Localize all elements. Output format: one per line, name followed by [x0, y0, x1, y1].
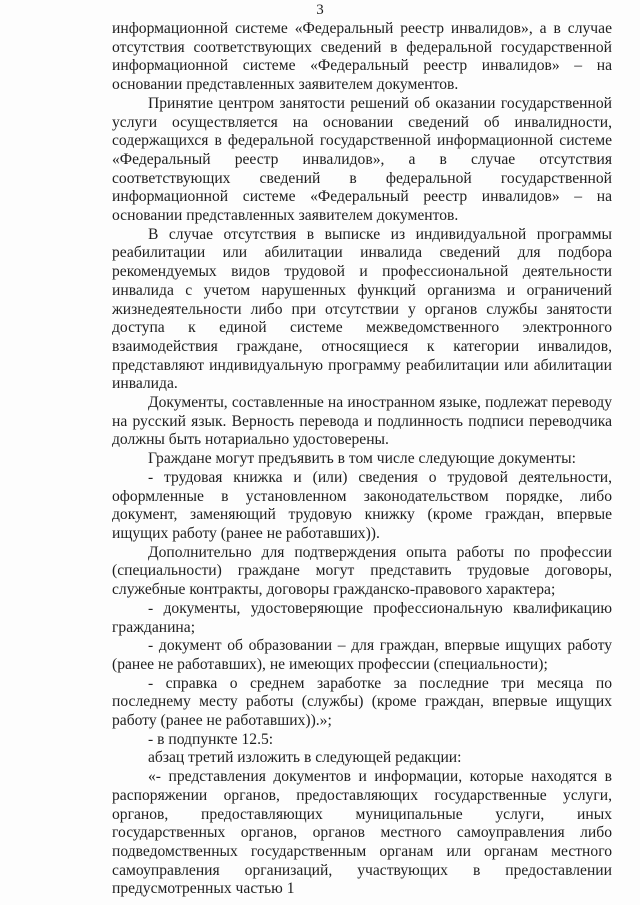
list-item-qualification-documents: - документы, удостоверяющие профессиональную квалификацию гражданина;: [112, 599, 612, 636]
paragraph-12: «- представления документов и информации, которые находятся в распоряжении органов, предоставляющих государственные услуги, органов, предоставляющих муниципальные услуги, иных государственных органов, органов местного самоуправления либо подведомственных государственным органам или органам местного самоуправления организаций, участвующих в предоставлении предусмотренных частью 1: [112, 768, 612, 898]
paragraph-3: В случае отсутствия в выписке из индивидуальной программы реабилитации или абилитации инвалида сведений для подбора рекомендуемых видов трудовой и профессиональной деятельности инвалида с учетом нарушенных функций организма и ограничений жизнедеятельности либо при отсутствии у органов службы занятости доступа к единой системе межведомственного электронного взаимодействия граждане, относящиеся к категории инвалидов, представляют индивидуальную программу реабилитации или абилитации инвалида.: [112, 225, 612, 393]
paragraph-11: абзац третий изложить в следующей редакции:: [148, 749, 462, 767]
paragraph-4: Документы, составленные на иностранном языке, подлежат переводу на русский язык. Верность перевода и подлинность подписи переводчика должны быть нотариально удостоверены.: [112, 394, 612, 449]
list-item-education-document: - документ об образовании – для граждан, впервые ищущих работу (ранее не работавших), не имеющих профессии (специальности);: [112, 637, 612, 673]
paragraph-subclause-12-5: - в подпункте 12.5:: [148, 730, 274, 748]
paragraph-5: Граждане могут предъявить в том числе следующие документы:: [148, 450, 576, 468]
list-item-employment-record: - трудовая книжка и (или) сведения о трудовой деятельности, оформленные в установленном законодательством порядке, либо документ, заменяющий трудовую книжку (кроме граждан, впервые ищущих работу (ранее не работавших)).: [112, 468, 612, 542]
document-body: [112, 20, 612, 899]
list-item-salary-certificate: - справка о среднем заработке за последние три месяца по последнему месту работы (службы) (кроме граждан, впервые ищущих работу (ранее не работавших)).»;: [112, 674, 612, 730]
paragraph-1: информационной системе «Федеральный реестр инвалидов», а в случае отсутствия соответствующих сведений в федеральной государственной информационной системе «Федеральный реестр инвалидов» – на основании представленных заявителем документов.: [112, 20, 612, 94]
paragraph-2: Принятие центром занятости решений об оказании государственной услуги осуществляется на основании сведений об инвалидности, содержащихся в федеральной государственной информационной системе «Федеральный реестр инвалидов», а в случае отсутствия соответствующих сведений в федеральной государственной информационной системе «Федеральный реестр инвалидов» – на основании представленных заявителем документов.: [112, 94, 612, 225]
paragraph-7: Дополнительно для подтверждения опыта работы по профессии (специальности) граждане могут представить трудовые договоры, служебные контракты, договоры гражданско-правового характера;: [112, 543, 612, 599]
page-number: 3: [316, 2, 324, 18]
